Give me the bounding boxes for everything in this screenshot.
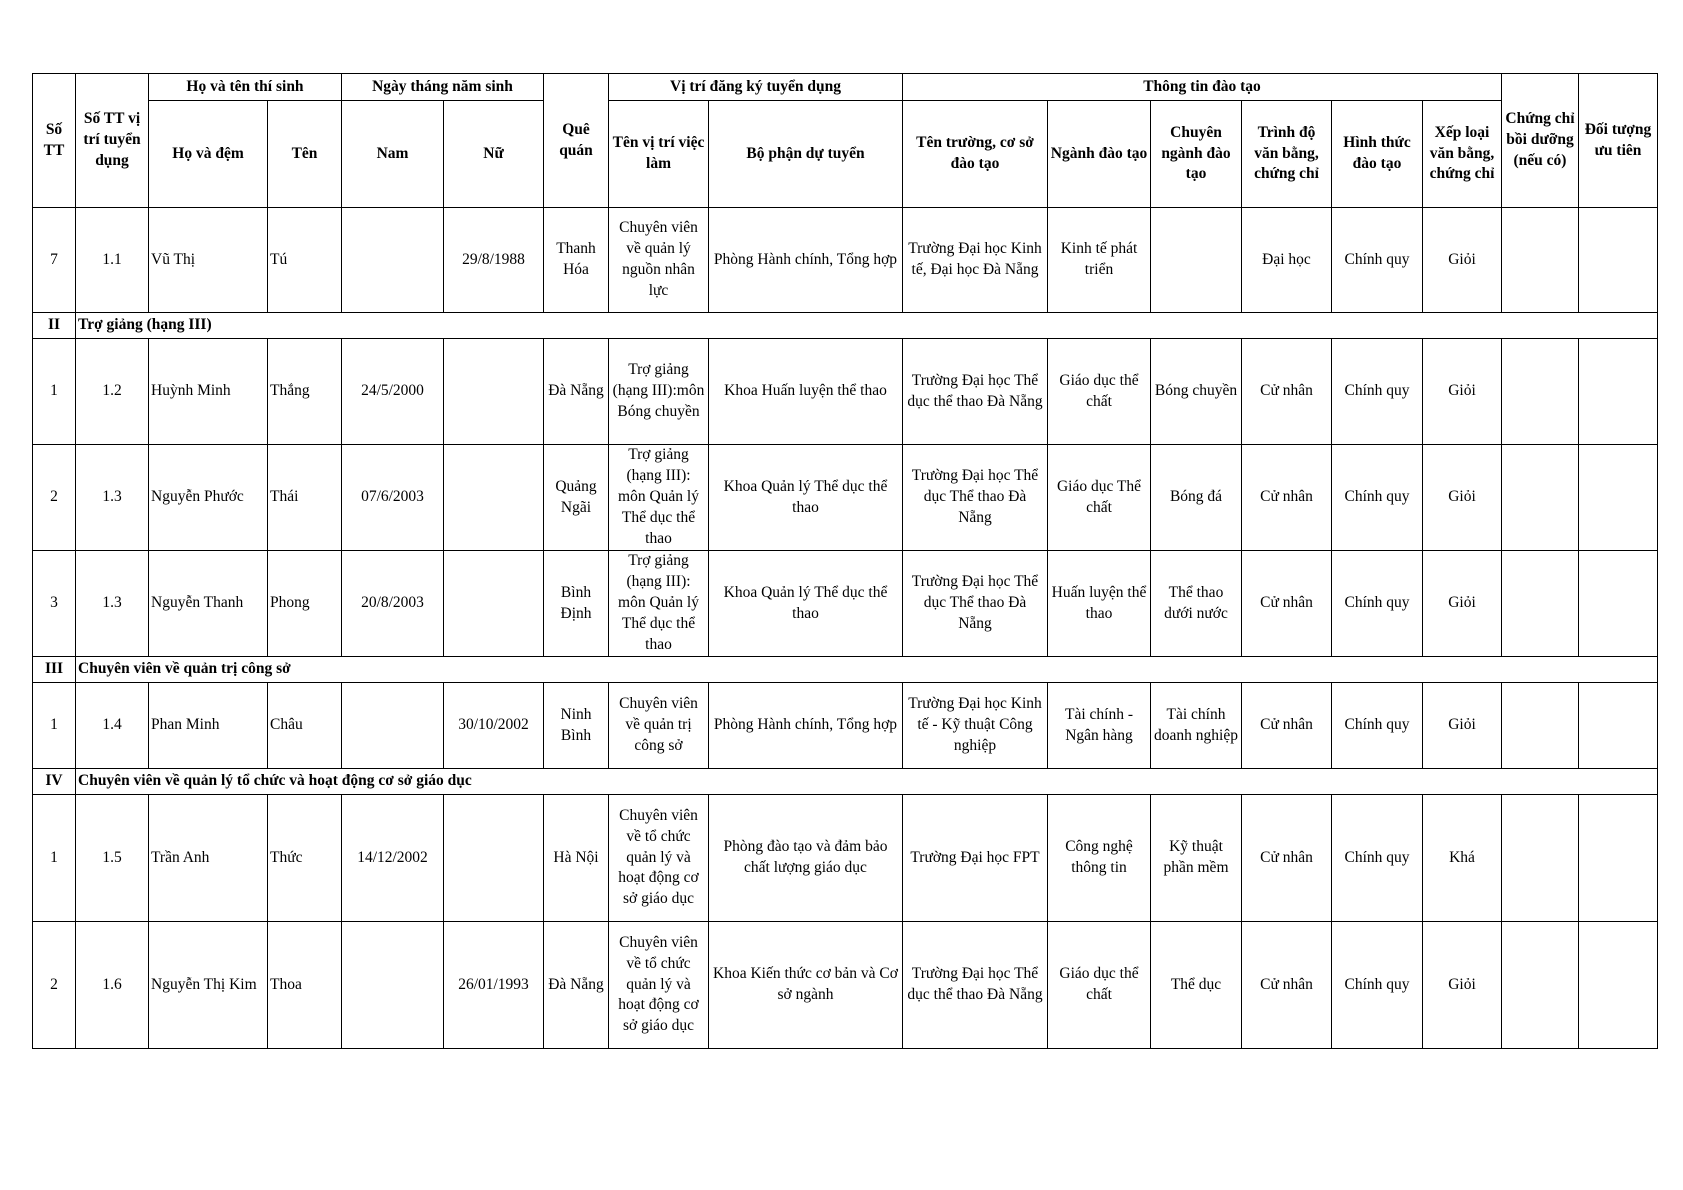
cell-trinh-do: Cử nhân xyxy=(1242,922,1332,1049)
cell-truong: Trường Đại học Kinh tế - Kỹ thuật Công nghiệp xyxy=(903,683,1048,769)
header-stt-vitri: Số TT vị trí tuyển dụng xyxy=(76,74,149,208)
header-nu: Nữ xyxy=(444,101,544,208)
header-chung-chi: Chứng chỉ bồi dưỡng (nếu có) xyxy=(1502,74,1579,208)
cell-stt: 1 xyxy=(33,339,76,445)
cell-trinh-do: Cử nhân xyxy=(1242,339,1332,445)
cell-truong: Trường Đại học Thể dục Thể thao Đà Nẵng xyxy=(903,445,1048,551)
cell-ten: Tú xyxy=(268,208,342,313)
cell-trinh-do: Đại học xyxy=(1242,208,1332,313)
table-row xyxy=(33,445,1658,551)
cell-chung-chi xyxy=(1502,683,1579,769)
cell-stt-vitri: 1.5 xyxy=(76,795,149,922)
cell-vi-tri: Chuyên viên về quản trị công sở xyxy=(609,683,709,769)
cell-xep-loai: Giỏi xyxy=(1423,922,1502,1049)
cell-nu: 26/01/1993 xyxy=(444,922,544,1049)
cell-chung-chi xyxy=(1502,551,1579,657)
header-chuyen-nganh: Chuyên ngành đào tạo xyxy=(1151,101,1242,208)
cell-ten: Thoa xyxy=(268,922,342,1049)
cell-chung-chi xyxy=(1502,445,1579,551)
cell-que-quan: Thanh Hóa xyxy=(544,208,609,313)
cell-hinh-thuc: Chính quy xyxy=(1332,208,1423,313)
table-row xyxy=(33,683,1658,769)
cell-doi-tuong xyxy=(1579,683,1658,769)
section-row xyxy=(33,769,1658,795)
header-nam: Nam xyxy=(342,101,444,208)
cell-doi-tuong xyxy=(1579,922,1658,1049)
cell-chuyen-nganh: Bóng chuyền xyxy=(1151,339,1242,445)
section-row xyxy=(33,657,1658,683)
cell-ho-dem: Nguyễn Thanh xyxy=(149,551,268,657)
cell-doi-tuong xyxy=(1579,208,1658,313)
cell-chuyen-nganh: Thể thao dưới nước xyxy=(1151,551,1242,657)
cell-stt-vitri: 1.3 xyxy=(76,551,149,657)
candidate-table xyxy=(32,73,1658,1049)
cell-xep-loai: Giỏi xyxy=(1423,445,1502,551)
cell-trinh-do: Cử nhân xyxy=(1242,445,1332,551)
cell-trinh-do: Cử nhân xyxy=(1242,683,1332,769)
cell-bo-phan: Phòng Hành chính, Tổng hợp xyxy=(709,208,903,313)
cell-ho-dem: Huỳnh Minh xyxy=(149,339,268,445)
section-number: III xyxy=(33,657,76,683)
cell-ten: Phong xyxy=(268,551,342,657)
cell-vi-tri: Chuyên viên về quản lý nguồn nhân lực xyxy=(609,208,709,313)
cell-vi-tri: Trợ giảng (hạng III):môn Bóng chuyền xyxy=(609,339,709,445)
cell-doi-tuong xyxy=(1579,339,1658,445)
table-row xyxy=(33,208,1658,313)
cell-nu xyxy=(444,445,544,551)
cell-stt: 2 xyxy=(33,445,76,551)
table-body xyxy=(33,208,1658,1049)
cell-xep-loai: Giỏi xyxy=(1423,551,1502,657)
cell-truong: Trường Đại học Thể dục Thể thao Đà Nẵng xyxy=(903,551,1048,657)
section-title: Chuyên viên về quản lý tổ chức và hoạt động cơ sở giáo dục xyxy=(76,769,1658,795)
section-row xyxy=(33,313,1658,339)
cell-xep-loai: Giỏi xyxy=(1423,208,1502,313)
header-trinh-do: Trình độ văn bằng, chứng chỉ xyxy=(1242,101,1332,208)
table-row xyxy=(33,339,1658,445)
cell-trinh-do: Cử nhân xyxy=(1242,795,1332,922)
cell-stt-vitri: 1.6 xyxy=(76,922,149,1049)
cell-vi-tri: Chuyên viên về tổ chức quản lý và hoạt động cơ sở giáo dục xyxy=(609,795,709,922)
cell-ho-dem: Nguyễn Phước xyxy=(149,445,268,551)
cell-chung-chi xyxy=(1502,339,1579,445)
cell-stt: 2 xyxy=(33,922,76,1049)
cell-nam xyxy=(342,208,444,313)
cell-vi-tri: Trợ giảng (hạng III): môn Quản lý Thể dục thể thao xyxy=(609,445,709,551)
cell-doi-tuong xyxy=(1579,445,1658,551)
cell-nam xyxy=(342,683,444,769)
cell-nam: 14/12/2002 xyxy=(342,795,444,922)
cell-que-quan: Đà Nẵng xyxy=(544,922,609,1049)
cell-stt: 1 xyxy=(33,683,76,769)
section-title: Chuyên viên về quản trị công sở xyxy=(76,657,1658,683)
cell-ho-dem: Trần Anh xyxy=(149,795,268,922)
cell-chung-chi xyxy=(1502,208,1579,313)
cell-que-quan: Hà Nội xyxy=(544,795,609,922)
header-ho-ten: Họ và tên thí sinh xyxy=(149,74,342,101)
cell-nam: 24/5/2000 xyxy=(342,339,444,445)
header-doi-tuong: Đối tượng ưu tiên xyxy=(1579,74,1658,208)
table-row xyxy=(33,551,1658,657)
cell-chung-chi xyxy=(1502,922,1579,1049)
section-number: IV xyxy=(33,769,76,795)
cell-ten: Thức xyxy=(268,795,342,922)
header-ten: Tên xyxy=(268,101,342,208)
cell-nganh: Kinh tế phát triển xyxy=(1048,208,1151,313)
cell-que-quan: Quảng Ngãi xyxy=(544,445,609,551)
cell-chuyen-nganh: Thể dục xyxy=(1151,922,1242,1049)
cell-hinh-thuc: Chính quy xyxy=(1332,551,1423,657)
cell-xep-loai: Giỏi xyxy=(1423,683,1502,769)
cell-ten: Châu xyxy=(268,683,342,769)
cell-hinh-thuc: Chính quy xyxy=(1332,922,1423,1049)
cell-doi-tuong xyxy=(1579,551,1658,657)
cell-bo-phan: Khoa Huấn luyện thể thao xyxy=(709,339,903,445)
cell-nu xyxy=(444,795,544,922)
cell-bo-phan: Phòng Hành chính, Tổng hợp xyxy=(709,683,903,769)
cell-chuyen-nganh: Tài chính doanh nghiệp xyxy=(1151,683,1242,769)
header-dao-tao: Thông tin đào tạo xyxy=(903,74,1502,101)
cell-stt-vitri: 1.3 xyxy=(76,445,149,551)
header-bo-phan: Bộ phận dự tuyển xyxy=(709,101,903,208)
cell-xep-loai: Khá xyxy=(1423,795,1502,922)
cell-que-quan: Bình Định xyxy=(544,551,609,657)
header-hinh-thuc: Hình thức đào tạo xyxy=(1332,101,1423,208)
cell-bo-phan: Khoa Kiến thức cơ bản và Cơ sở ngành xyxy=(709,922,903,1049)
header-ten-vi-tri: Tên vị trí việc làm xyxy=(609,101,709,208)
cell-que-quan: Đà Nẵng xyxy=(544,339,609,445)
cell-nganh: Giáo dục thể chất xyxy=(1048,922,1151,1049)
cell-ten: Thắng xyxy=(268,339,342,445)
header-nganh: Ngành đào tạo xyxy=(1048,101,1151,208)
cell-nam: 20/8/2003 xyxy=(342,551,444,657)
cell-nu: 29/8/1988 xyxy=(444,208,544,313)
cell-chuyen-nganh: Kỹ thuật phần mềm xyxy=(1151,795,1242,922)
cell-nganh: Giáo dục thể chất xyxy=(1048,339,1151,445)
cell-vi-tri: Trợ giảng (hạng III): môn Quản lý Thể dục thể thao xyxy=(609,551,709,657)
cell-truong: Trường Đại học Thể dục thể thao Đà Nẵng xyxy=(903,339,1048,445)
cell-hinh-thuc: Chính quy xyxy=(1332,339,1423,445)
cell-nganh: Công nghệ thông tin xyxy=(1048,795,1151,922)
cell-nu xyxy=(444,339,544,445)
cell-chuyen-nganh xyxy=(1151,208,1242,313)
cell-nu: 30/10/2002 xyxy=(444,683,544,769)
cell-hinh-thuc: Chính quy xyxy=(1332,445,1423,551)
cell-stt-vitri: 1.1 xyxy=(76,208,149,313)
header-vi-tri: Vị trí đăng ký tuyển dụng xyxy=(609,74,903,101)
cell-chung-chi xyxy=(1502,795,1579,922)
cell-stt-vitri: 1.4 xyxy=(76,683,149,769)
cell-ho-dem: Nguyễn Thị Kim xyxy=(149,922,268,1049)
cell-truong: Trường Đại học Kinh tế, Đại học Đà Nẵng xyxy=(903,208,1048,313)
cell-hinh-thuc: Chính quy xyxy=(1332,795,1423,922)
header-ngay-sinh: Ngày tháng năm sinh xyxy=(342,74,544,101)
cell-doi-tuong xyxy=(1579,795,1658,922)
header-ho-dem: Họ và đệm xyxy=(149,101,268,208)
cell-nganh: Giáo dục Thể chất xyxy=(1048,445,1151,551)
cell-que-quan: Ninh Bình xyxy=(544,683,609,769)
cell-nu xyxy=(444,551,544,657)
header-stt: Số TT xyxy=(33,74,76,208)
header-xep-loai: Xếp loại văn bằng, chứng chỉ xyxy=(1423,101,1502,208)
cell-ho-dem: Vũ Thị xyxy=(149,208,268,313)
cell-nam xyxy=(342,922,444,1049)
cell-stt-vitri: 1.2 xyxy=(76,339,149,445)
cell-nganh: Huấn luyện thể thao xyxy=(1048,551,1151,657)
cell-stt: 1 xyxy=(33,795,76,922)
cell-ho-dem: Phan Minh xyxy=(149,683,268,769)
cell-truong: Trường Đại học Thể dục thể thao Đà Nẵng xyxy=(903,922,1048,1049)
header-que-quan: Quê quán xyxy=(544,74,609,208)
cell-truong: Trường Đại học FPT xyxy=(903,795,1048,922)
cell-bo-phan: Khoa Quản lý Thể dục thể thao xyxy=(709,551,903,657)
cell-ten: Thái xyxy=(268,445,342,551)
section-title: Trợ giảng (hạng III) xyxy=(76,313,1658,339)
cell-hinh-thuc: Chính quy xyxy=(1332,683,1423,769)
header-ten-truong: Tên trường, cơ sở đào tạo xyxy=(903,101,1048,208)
cell-nganh: Tài chính - Ngân hàng xyxy=(1048,683,1151,769)
cell-bo-phan: Phòng đào tạo và đảm bảo chất lượng giáo dục xyxy=(709,795,903,922)
cell-stt: 7 xyxy=(33,208,76,313)
cell-trinh-do: Cử nhân xyxy=(1242,551,1332,657)
cell-vi-tri: Chuyên viên về tổ chức quản lý và hoạt động cơ sở giáo dục xyxy=(609,922,709,1049)
table-row xyxy=(33,795,1658,922)
cell-nam: 07/6/2003 xyxy=(342,445,444,551)
section-number: II xyxy=(33,313,76,339)
table-row xyxy=(33,922,1658,1049)
table-header xyxy=(33,74,1658,208)
cell-chuyen-nganh: Bóng đá xyxy=(1151,445,1242,551)
cell-xep-loai: Giỏi xyxy=(1423,339,1502,445)
cell-stt: 3 xyxy=(33,551,76,657)
cell-bo-phan: Khoa Quản lý Thể dục thể thao xyxy=(709,445,903,551)
